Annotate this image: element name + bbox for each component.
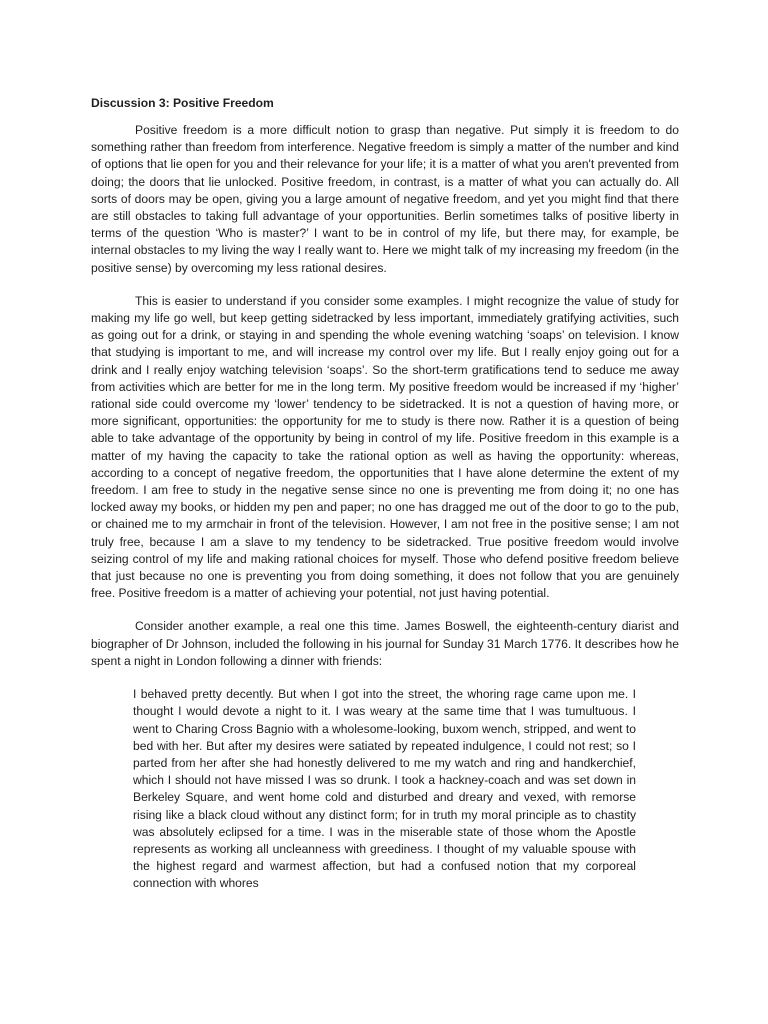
document-page xyxy=(91,95,679,893)
paragraph-2: This is easier to understand if you consider some examples. I might recognize the value of study for making my life go well, but keep getting sidetracked by less important, immediately gratifying activities, such as going out for a drink, or staying in and spending the whole evening watching ‘soaps’ on television. I know that studying is important to me, and will increase my control over my life. But I really enjoy going out for a drink and I really enjoy watching television ‘soaps’. So the short-term gratifications tend to seduce me away from activities which are better for me in the long term. My positive freedom would be increased if my ‘higher’ rational side could overcome my ‘lower’ tendency to be sidetracked. It is not a question of having more, or more significant, opportunities: the opportunity for me to study is there now. Rather it is a question of being able to take advantage of the opportunity by being in control of my life. Positive freedom in this example is a matter of my having the capacity to take the rational option as well as having the opportunity: whereas, according to a concept of negative freedom, the opportunities that I have alone determine the extent of my freedom. I am free to study in the negative sense since no one is preventing me from doing it; no one has locked away my books, or hidden my pen and paper; no one has dragged me out of the door to go to the pub, or chained me to my armchair in front of the television. However, I am not free in the positive sense; I am not truly free, because I am a slave to my tendency to be sidetracked. True positive freedom would involve seizing control of my life and making rational choices for myself. Those who defend positive freedom believe that just because no one is preventing you from doing something, it does not follow that you are genuinely free. Positive freedom is a matter of achieving your potential, not just having potential. xyxy=(91,293,679,601)
paragraph-3: Consider another example, a real one this time. James Boswell, the eighteenth-century diarist and biographer of Dr Johnson, included the following in his journal for Sunday 31 March 1776. It describes how he spent a night in London following a dinner with friends: xyxy=(91,619,679,668)
block-quote: I behaved pretty decently. But when I got into the street, the whoring rage came upon me. I thought I would devote a night to it. I was weary at the same time that I was tumultuous. I went to Charing Cross Bagnio with a wholesome-looking, buxom wench, stripped, and went to bed with her. But after my desires were satiated by repeated indulgence, I could not rest; so I parted from her after she had honestly delivered to me my watch and ring and handkerchief, which I should not have missed I was so drunk. I took a hackney-coach and was set down in Berkeley Square, and went home cold and disturbed and dreary and vexed, with remorse rising like a black cloud without any distinct form; for in truth my moral principle as to chastity was absolutely eclipsed for a time. I was in the miserable state of those whom the Apostle represents as working all uncleanness with greediness. I thought of my valuable spouse with the highest regard and warmest affection, but had a confused notion that my corporeal connection with whores xyxy=(133,687,636,891)
document-heading: Discussion 3: Positive Freedom xyxy=(91,96,274,110)
paragraph-1: Positive freedom is a more difficult notion to grasp than negative. Put simply it is freedom to do something rather than freedom from interference. Negative freedom is simply a matter of the number and kind of options that lie open for you and their relevance for your life; it is a matter of what you aren't prevented from doing; the doors that lie unlocked. Positive freedom, in contrast, is a matter of what you can actually do. All sorts of doors may be open, giving you a large amount of negative freedom, and yet you might find that there are still obstacles to taking full advantage of your opportunities. Berlin sometimes talks of positive liberty in terms of the question ‘Who is master?’ I want to be in control of my life, but there may, for example, be internal obstacles to my living the way I really want to. Here we might talk of my increasing my freedom (in the positive sense) by overcoming my less rational desires. xyxy=(91,123,679,275)
